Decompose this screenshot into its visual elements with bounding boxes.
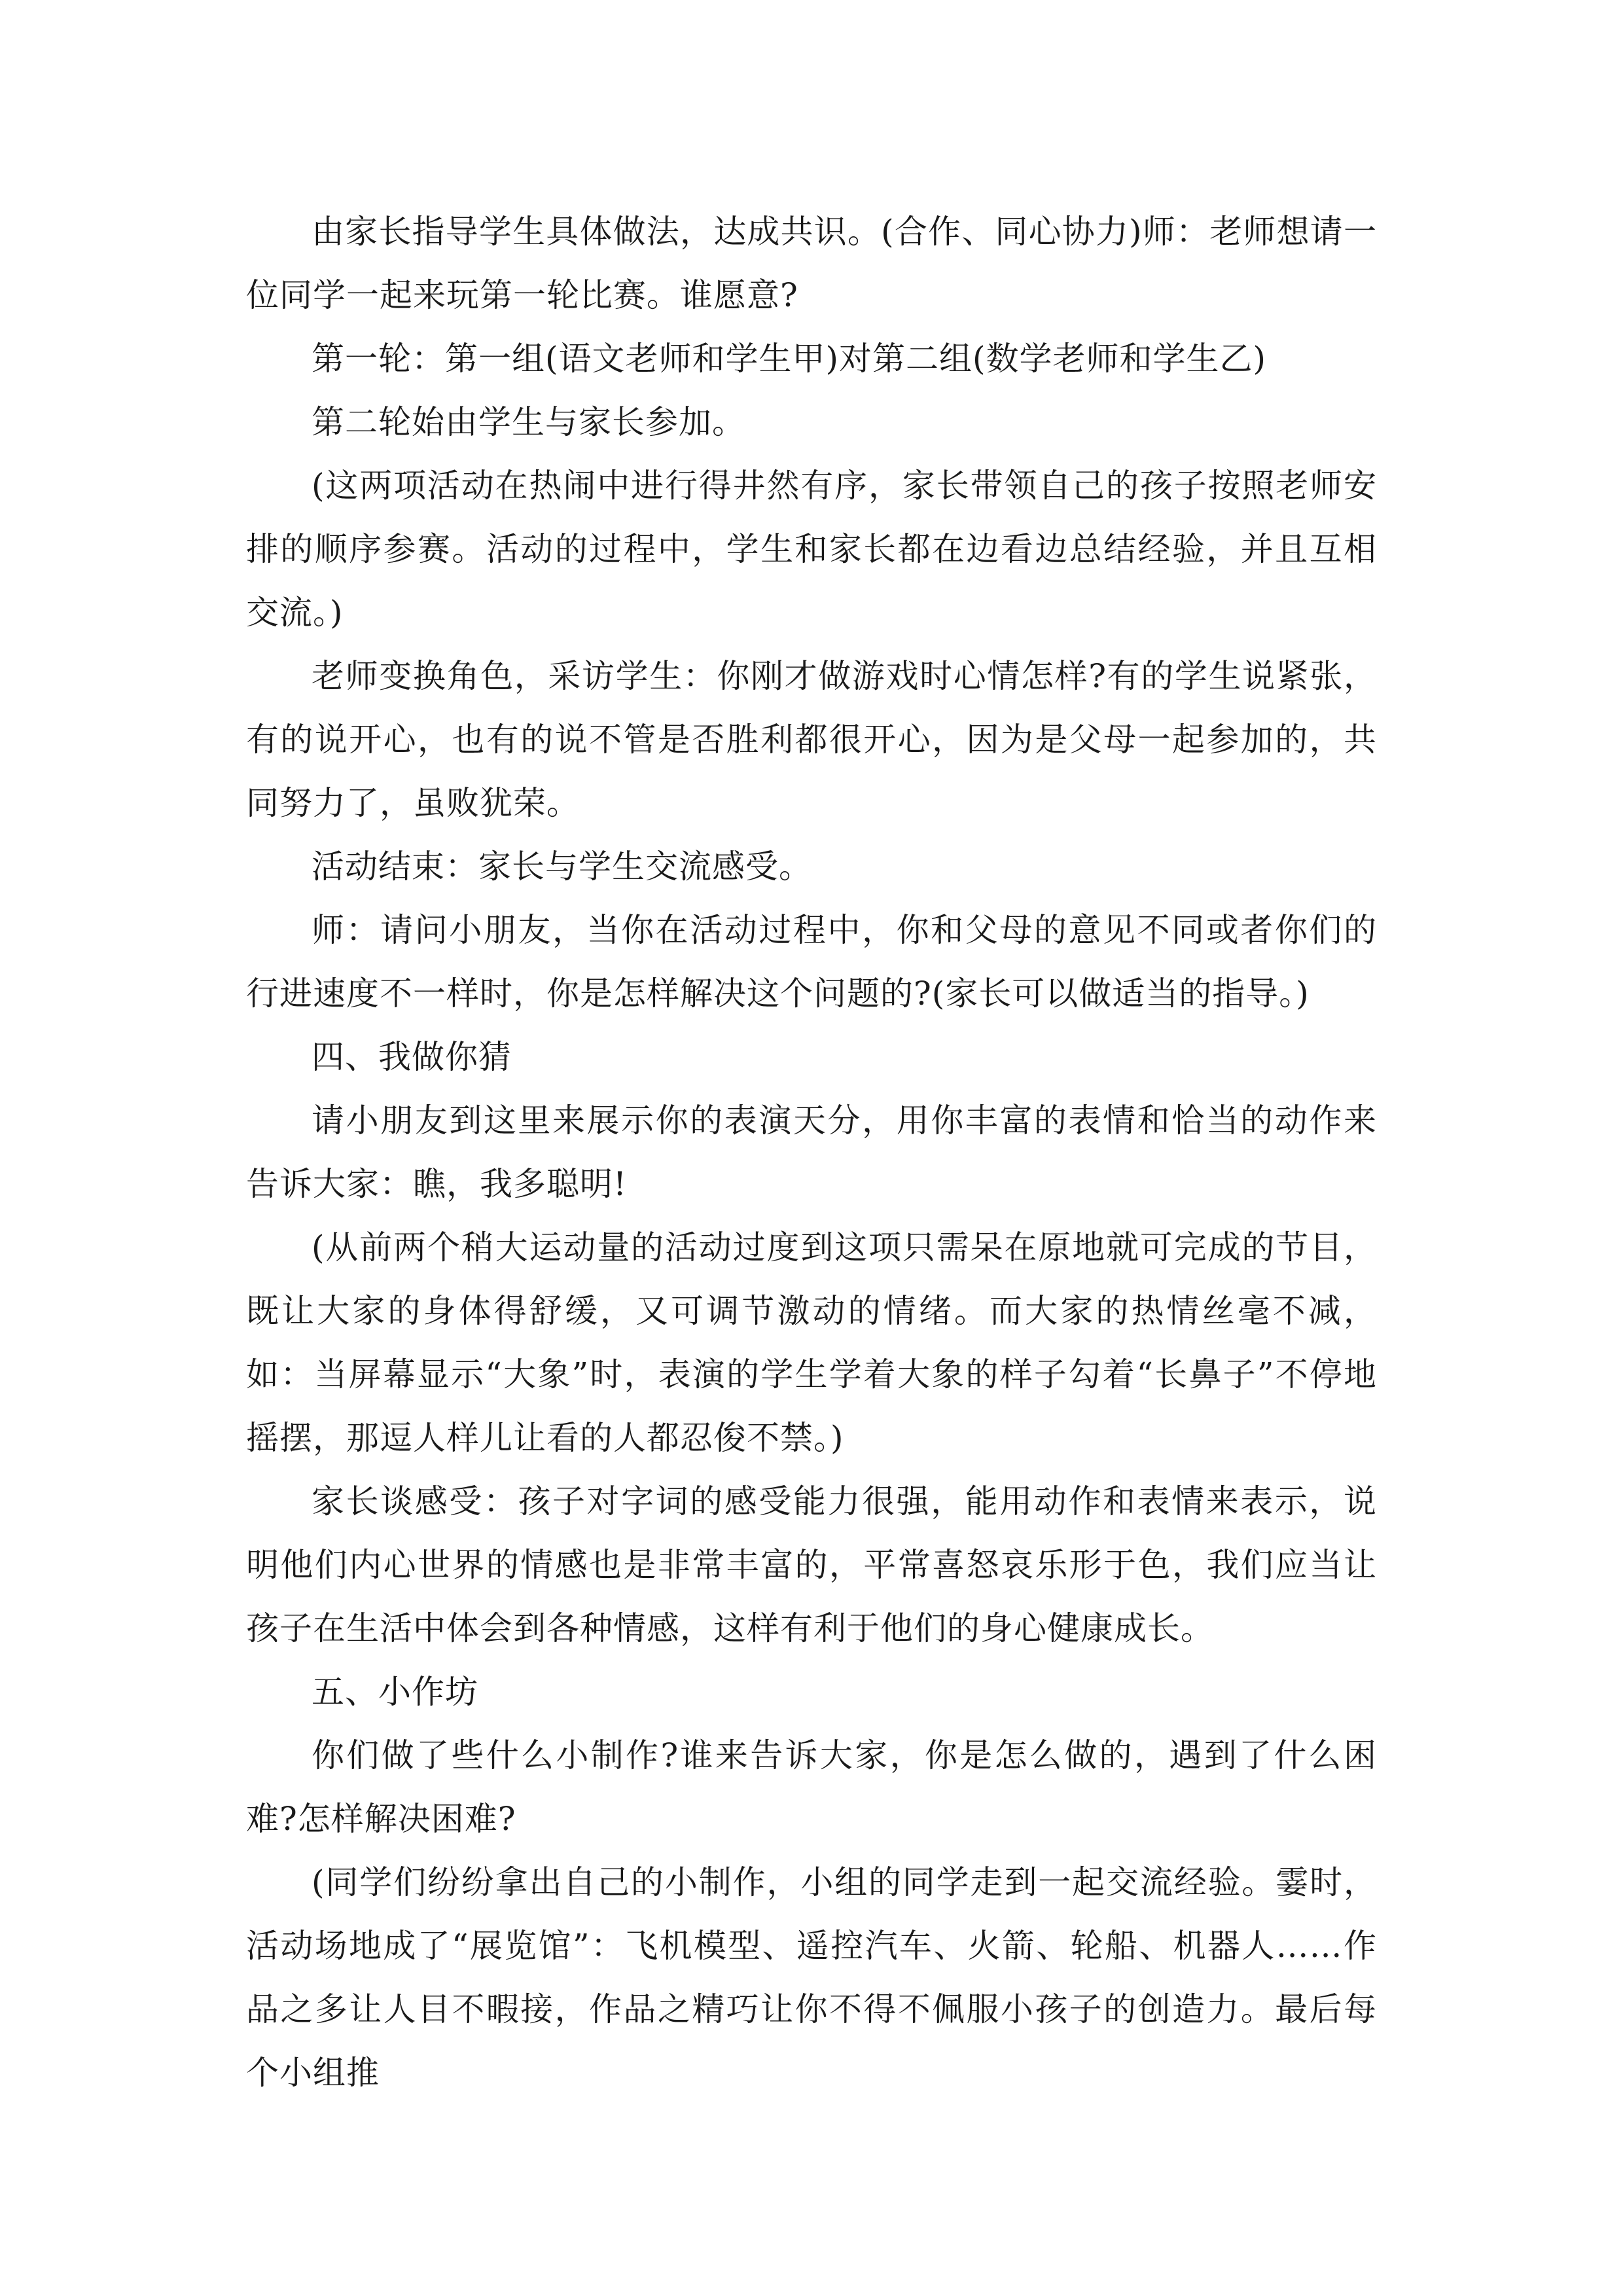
- paragraph: (从前两个稍大运动量的活动过度到这项只需呆在原地就可完成的节目，既让大家的身体得舒缓，又可调节激动的情绪。而大家的热情丝毫不减，如：当屏幕显示“大象”时，表演的学生学着大象的样子勾着“长鼻子”不停地摇摆，那逗人样儿让看的人都忍俊不禁。): [246, 1229, 1377, 1457]
- paragraph: 第一轮：第一组(语文老师和学生甲)对第二组(数学老师和学生乙): [312, 340, 1267, 378]
- paragraph: 你们做了些什么小制作?谁来告诉大家，你是怎么做的，遇到了什么困难?怎样解决困难?: [246, 1736, 1377, 1838]
- document-body: [246, 200, 1377, 2105]
- section-heading: 四、我做你猜: [312, 1038, 512, 1076]
- paragraph: (同学们纷纷拿出自己的小制作，小组的同学走到一起交流经验。霎时，活动场地成了“展览馆”：飞机模型、遥控汽车、火箭、轮船、机器人……作品之多让人目不暇接，作品之精巧让你不得不佩服小孩子的创造力。最后每个小组推: [246, 1863, 1377, 2092]
- paragraph: 家长谈感受：孩子对字词的感受能力很强，能用动作和表情来表示，说明他们内心世界的情感也是非常丰富的，平常喜怒哀乐形于色，我们应当让孩子在生活中体会到各种情感，这样有利于他们的身心健康成长。: [246, 1482, 1377, 1647]
- paragraph: 活动结束：家长与学生交流感受。: [312, 848, 812, 886]
- paragraph: 由家长指导学生具体做法，达成共识。(合作、同心协力)师：老师想请一位同学一起来玩第一轮比赛。谁愿意?: [246, 213, 1377, 314]
- paragraph: 老师变换角色，采访学生：你刚才做游戏时心情怎样?有的学生说紧张，有的说开心，也有的说不管是否胜利都很开心，因为是父母一起参加的，共同努力了，虽败犹荣。: [246, 657, 1377, 822]
- paragraph: 第二轮始由学生与家长参加。: [312, 403, 745, 441]
- paragraph: (这两项活动在热闹中进行得井然有序，家长带领自己的孩子按照老师安排的顺序参赛。活动的过程中，学生和家长都在边看边总结经验，并且互相交流。): [246, 467, 1377, 632]
- paragraph: 请小朋友到这里来展示你的表演天分，用你丰富的表情和恰当的动作来告诉大家：瞧，我多聪明!: [246, 1102, 1377, 1203]
- paragraph: 师：请问小朋友，当你在活动过程中，你和父母的意见不同或者你们的行进速度不一样时，你是怎样解决这个问题的?(家长可以做适当的指导。): [246, 911, 1377, 1013]
- section-heading: 五、小作坊: [312, 1673, 478, 1711]
